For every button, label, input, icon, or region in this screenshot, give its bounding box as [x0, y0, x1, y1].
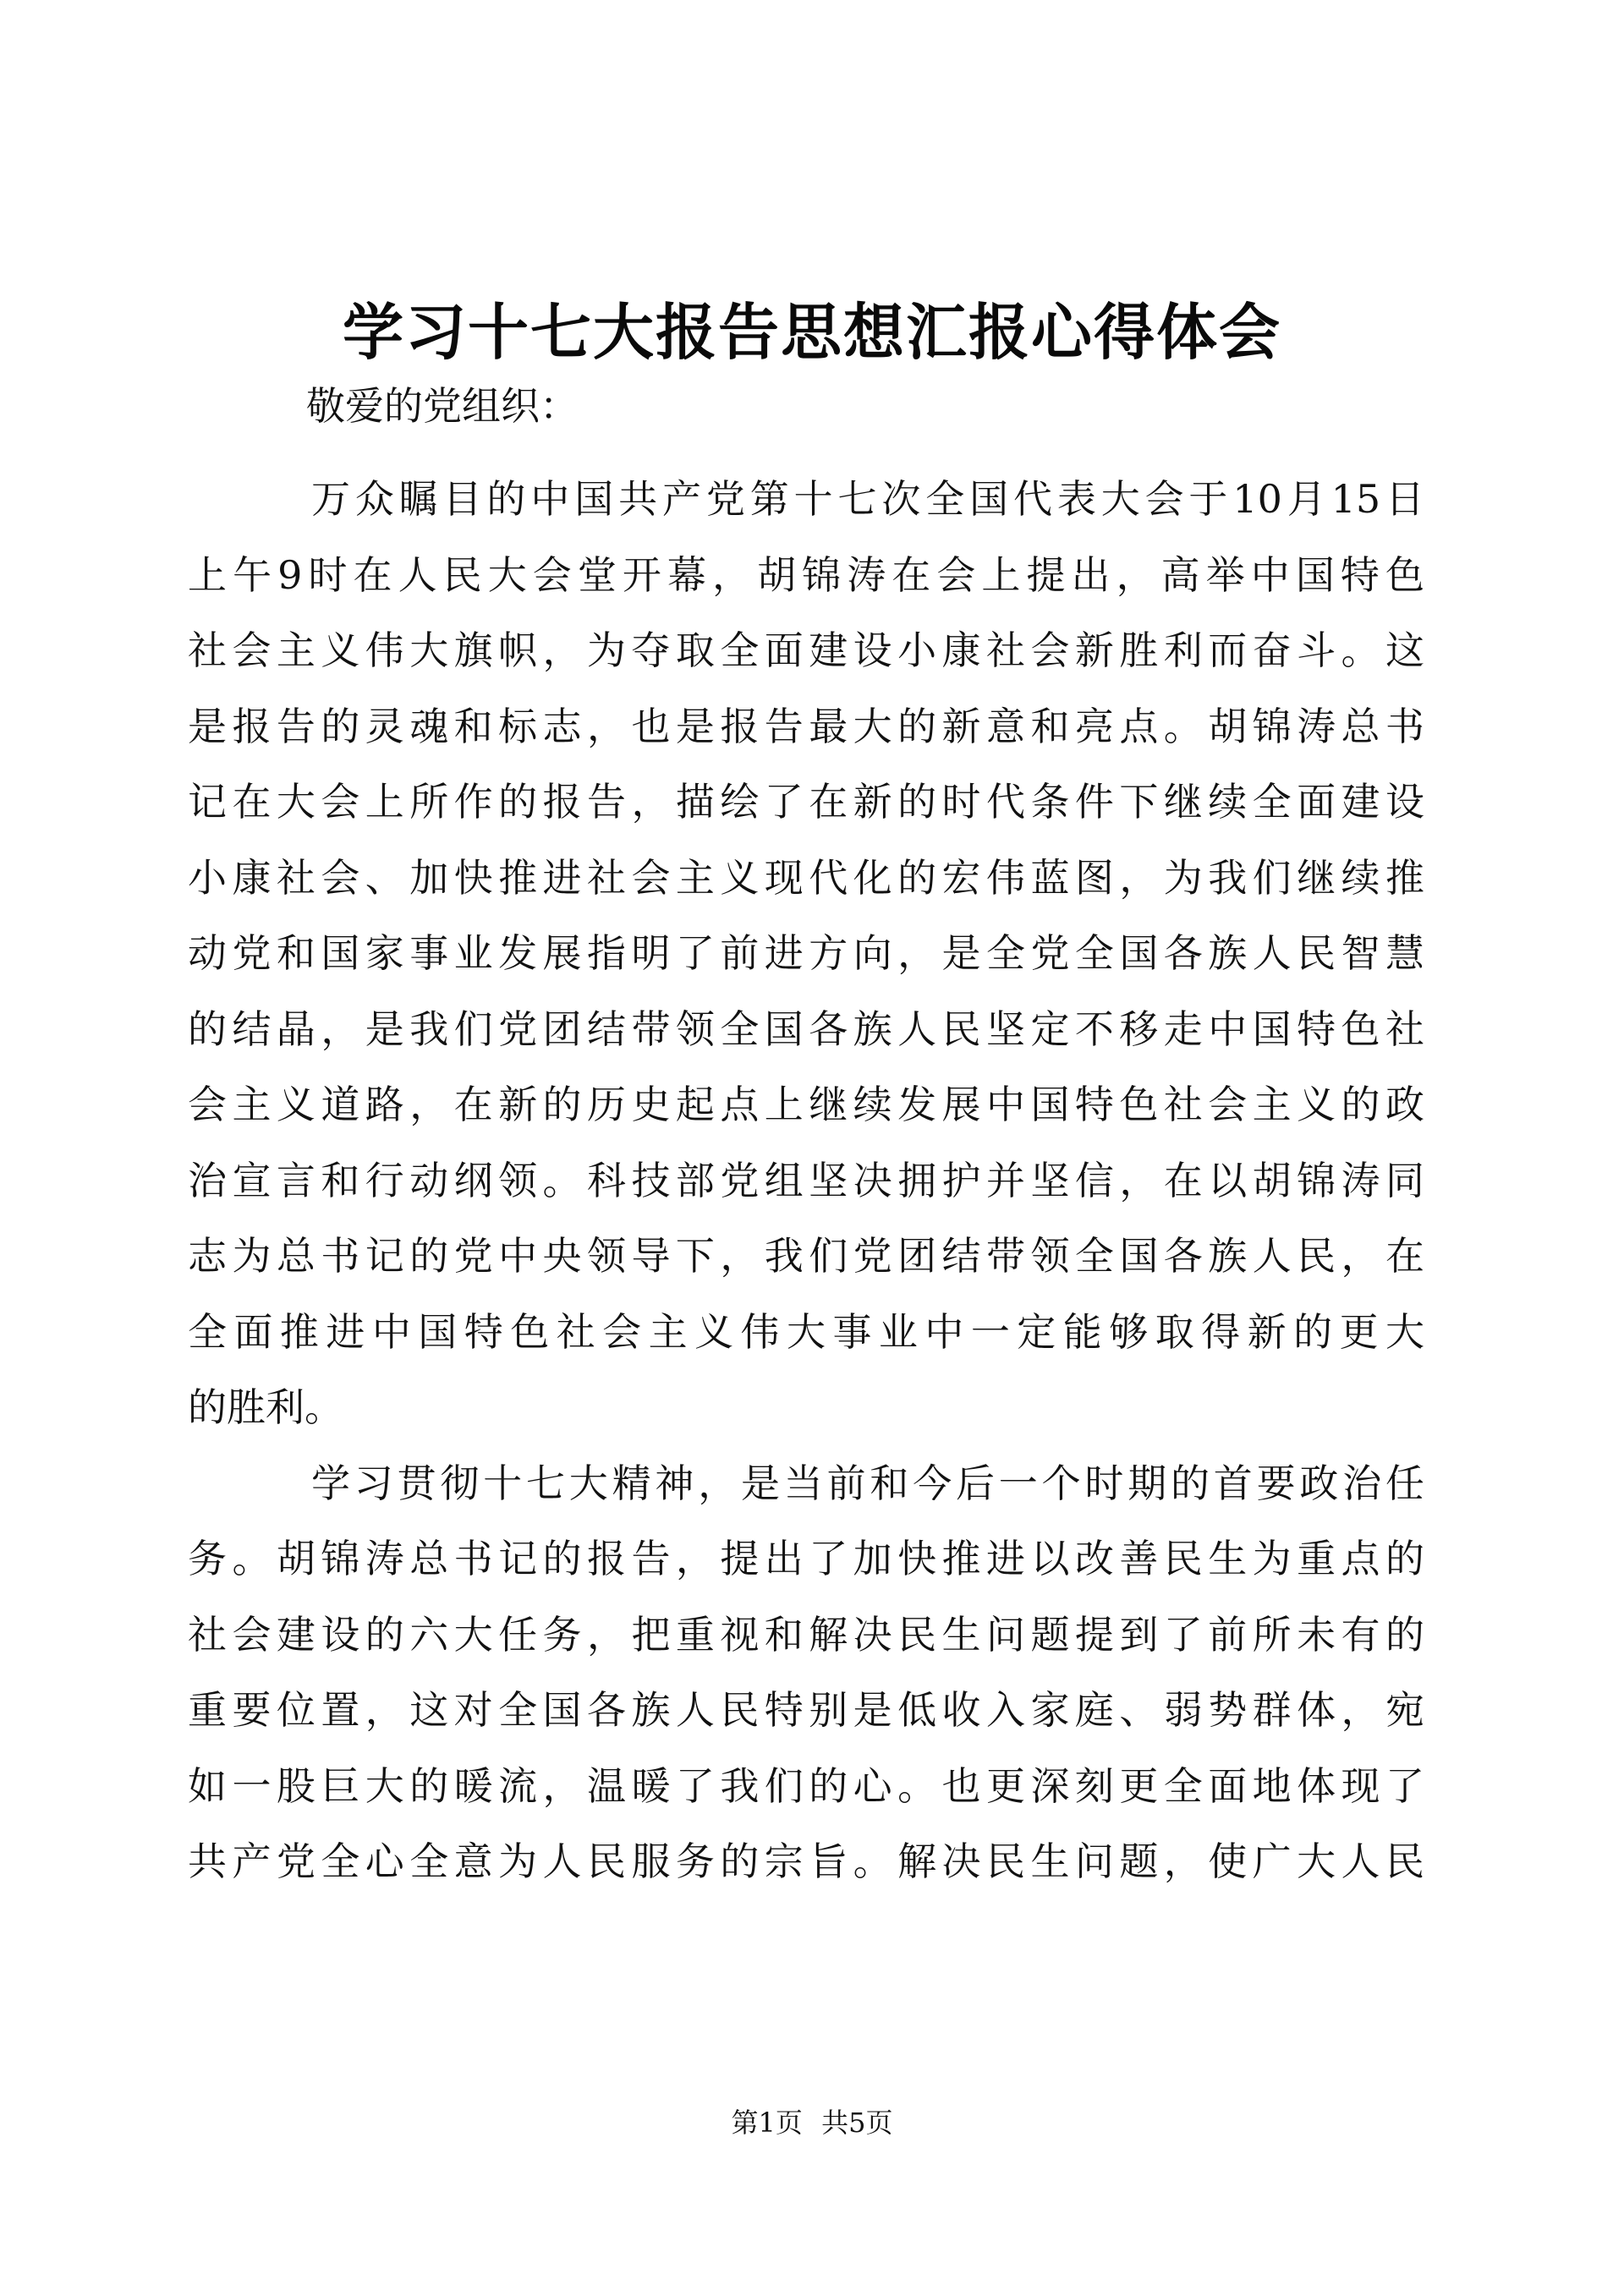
page-total: 共5页 [821, 2107, 893, 2139]
page-number: 第1页 [731, 2107, 803, 2139]
text-line: 务。胡锦涛总书记的报告，提出了加快推进以改善民生为重点的 [188, 1536, 1424, 1581]
text-line: 志为总书记的党中央领导下，我们党团结带领全国各族人民，在 [188, 1233, 1424, 1279]
text-line: 的结晶，是我们党团结带领全国各族人民坚定不移走中国特色社 [188, 1006, 1424, 1052]
page-footer [0, 2104, 1624, 2141]
text-line: 如一股巨大的暖流，温暖了我们的心。也更深刻更全面地体现了 [188, 1762, 1424, 1809]
text-line: 的胜利。 [188, 1384, 343, 1430]
salutation: 敬爱的党组织： [306, 383, 579, 429]
text-line: 重要位置，这对全国各族人民特别是低收入家庭、弱势群体，宛 [188, 1687, 1424, 1733]
text-line: 小康社会、加快推进社会主义现代化的宏伟蓝图，为我们继续推 [188, 854, 1424, 901]
text-line: 上午9时在人民大会堂开幕，胡锦涛在会上提出，高举中国特色 [188, 551, 1424, 598]
text-line: 记在大会上所作的报告，描绘了在新的时代条件下继续全面建设 [188, 779, 1424, 825]
document-body [188, 474, 1424, 1912]
text-line: 是报告的灵魂和标志，也是报告最大的新意和亮点。胡锦涛总书 [188, 703, 1424, 749]
text-line: 社会主义伟大旗帜，为夺取全面建设小康社会新胜利而奋斗。这 [188, 627, 1424, 673]
text-line: 社会建设的六大任务，把重视和解决民生问题提到了前所未有的 [188, 1611, 1424, 1658]
paragraph-1 [188, 474, 1424, 1458]
text-line: 会主义道路，在新的历史起点上继续发展中国特色社会主义的政 [188, 1082, 1424, 1127]
paragraph-2 [188, 1458, 1424, 1912]
text-line: 动党和国家事业发展指明了前进方向，是全党全国各族人民智慧 [188, 930, 1424, 976]
document-title: 学习十七大报告思想汇报心得体会 [342, 296, 1281, 368]
text-line: 万众瞩目的中国共产党第十七次全国代表大会于10月15日 [311, 476, 1424, 522]
text-line: 全面推进中国特色社会主义伟大事业中一定能够取得新的更大 [188, 1308, 1424, 1355]
text-line: 学习贯彻十七大精神，是当前和今后一个时期的首要政治任 [311, 1460, 1424, 1506]
text-line: 治宣言和行动纲领。科技部党组坚决拥护并坚信，在以胡锦涛同 [188, 1157, 1424, 1203]
text-line: 共产党全心全意为人民服务的宗旨。解决民生问题，使广大人民 [188, 1838, 1424, 1884]
